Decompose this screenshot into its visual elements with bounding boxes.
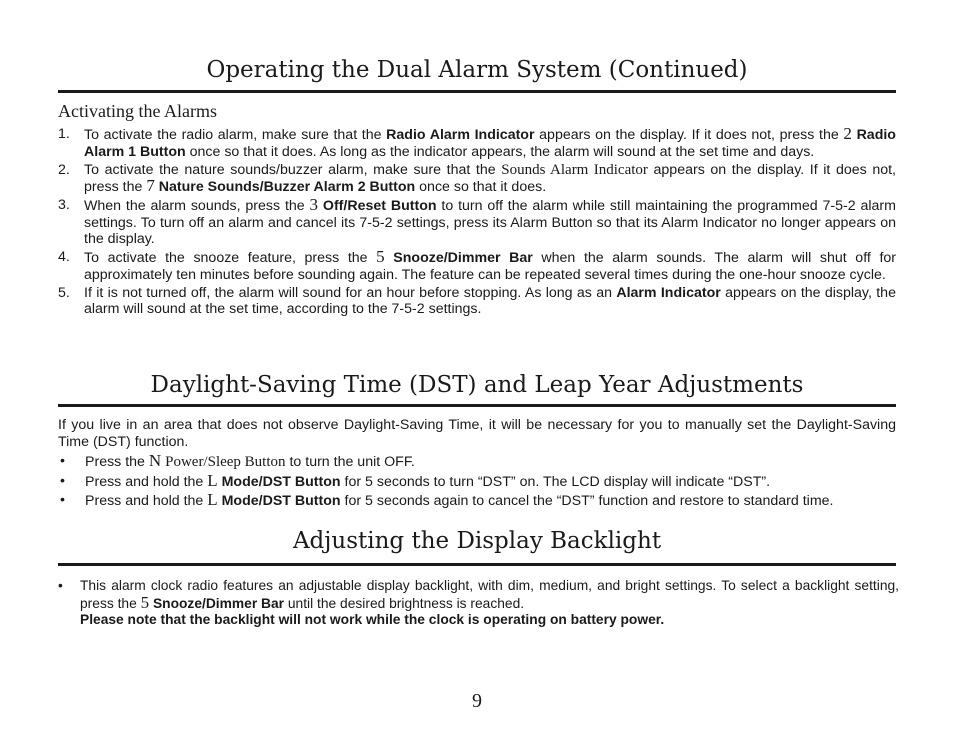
- section-title-dst: Daylight-Saving Time (DST) and Leap Year Adjustments: [150, 372, 804, 398]
- nature-sounds-button-label: Nature Sounds/Buzzer Alarm 2 Button: [158, 179, 416, 195]
- title-rule: [58, 90, 896, 93]
- title-rule: [58, 563, 896, 566]
- bullet-icon: •: [60, 472, 65, 489]
- list-item: • Press and hold the L Mode/DST Button for 5 seconds again to cancel the “DST” function and restore to standard time.: [60, 490, 834, 509]
- battery-backlight-note: Please note that the backlight will not work while the clock is operating on battery power.: [80, 612, 665, 627]
- dst-bullet-list: [58, 453, 896, 512]
- list-item: 1. To activate the radio alarm, make sure that the Radio Alarm Indicator appears on the display. If it does not, press the 2 Radio Alarm 1 Button once so that it does. As long as the indicator appears, the alarm will sound at the set time and days.: [58, 124, 896, 160]
- section-title-dual-alarm: Operating the Dual Alarm System (Continued): [206, 57, 748, 83]
- step-number: 4.: [58, 249, 70, 265]
- step-number: 1.: [58, 126, 70, 142]
- sounds-alarm-indicator-label: Sounds Alarm Indicator: [501, 161, 648, 178]
- bullet-icon: •: [58, 578, 63, 593]
- bullet-icon: •: [60, 453, 65, 469]
- key-glyph: 2: [843, 124, 852, 143]
- key-glyph: 7: [146, 176, 155, 195]
- list-item: 5. If it is not turned off, the alarm will sound for an hour before stopping. As long as an Alarm Indicator appears on the display, the alarm will sound at the set time, according to the 7-5-2 settings.: [58, 284, 896, 317]
- list-item: 2. To activate the nature sounds/buzzer alarm, make sure that the Sounds Alarm Indicator appears on the display. If it does not, press the 7 Nature Sounds/Buzzer Alarm 2 Button once so that it does.: [58, 161, 896, 195]
- radio-alarm-indicator-label: Radio Alarm Indicator: [386, 127, 535, 143]
- off-reset-button-label: Off/Reset Button: [322, 198, 437, 214]
- list-item: • Press the N Power/Sleep Button to turn the unit OFF.: [60, 451, 415, 470]
- alarm-steps-list: [58, 126, 896, 319]
- subheading-activating-alarms: Activating the Alarms: [58, 101, 217, 121]
- snooze-dimmer-bar-label: Snooze/Dimmer Bar: [393, 250, 533, 266]
- step-number: 2.: [58, 161, 70, 178]
- section-title-backlight: Adjusting the Display Backlight: [292, 528, 662, 554]
- mode-dst-button-label: Mode/DST Button: [221, 493, 341, 509]
- step-number: 5.: [58, 284, 70, 301]
- backlight-paragraph: • This alarm clock radio features an adjustable display backlight, with dim, medium, and bright settings. To select a backlight setting, press the 5 Snooze/Dimmer Bar until the desired brightness is reached. Please note that the backlight will not work while the clock is operating on battery power.: [58, 578, 899, 627]
- key-glyph: L: [207, 470, 218, 490]
- key-glyph: N: [148, 451, 162, 470]
- power-sleep-button-label: Power/Sleep Button: [165, 454, 286, 470]
- snooze-dimmer-bar-label: Snooze/Dimmer Bar: [152, 595, 285, 611]
- mode-dst-button-label: Mode/DST Button: [221, 473, 341, 490]
- key-glyph: L: [207, 490, 218, 509]
- key-glyph: 5: [140, 592, 150, 612]
- radio-alarm-1-button-label: Radio Alarm 1 Button: [84, 127, 896, 160]
- alarm-indicator-label: Alarm Indicator: [616, 284, 721, 301]
- list-item: • Press and hold the L Mode/DST Button for 5 seconds to turn “DST” on. The LCD display will indicate “DST”.: [60, 470, 771, 490]
- list-item: 4. To activate the snooze feature, press the 5 Snooze/Dimmer Bar when the alarm sounds. The alarm will shut off for approximately ten minutes before sounding again. The feature can be repeated several times during the one-hour snooze cycle.: [58, 247, 896, 283]
- key-glyph: 3: [309, 195, 319, 214]
- step-number: 3.: [58, 197, 70, 213]
- list-item: 3. When the alarm sounds, press the 3 Off/Reset Button to turn off the alarm while still maintaining the programmed 7-5-2 alarm settings. To turn off an alarm and cancel its 7-5-2 settings, press its Alarm Button so that its Alarm Indicator no longer appears on the display.: [58, 195, 896, 247]
- bullet-icon: •: [60, 492, 65, 508]
- page-number: 9: [472, 690, 482, 712]
- dst-intro-paragraph: If you live in an area that does not observe Daylight-Saving Time, it will be necessary for you to manually set the Daylight-Saving Time (DST) function.: [58, 417, 896, 450]
- title-rule: [58, 404, 896, 407]
- key-glyph: 5: [376, 247, 385, 266]
